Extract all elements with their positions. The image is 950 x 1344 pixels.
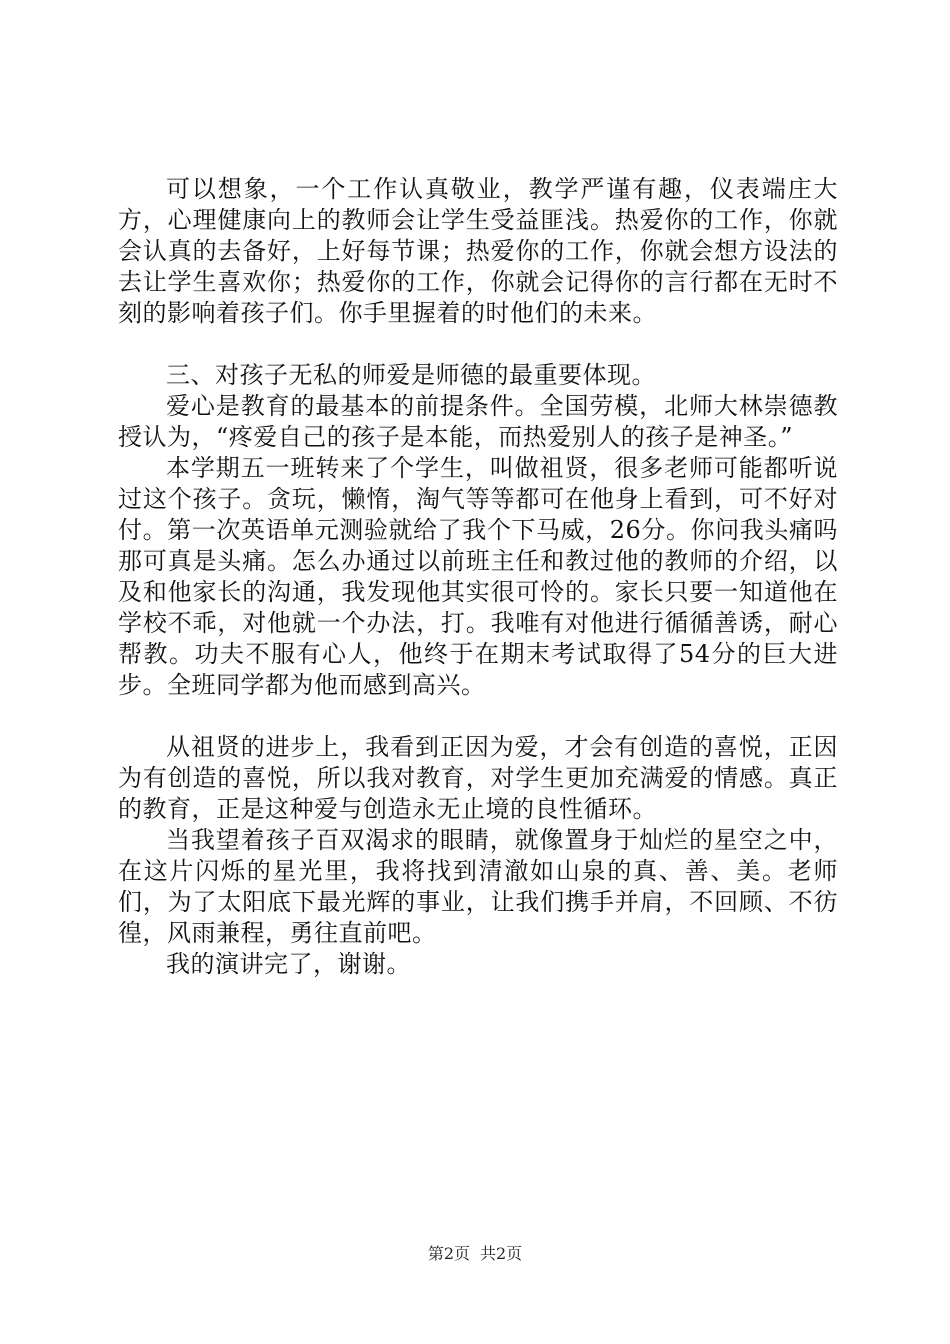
paragraph-1: 可以想象，一个工作认真敬业，教学严谨有趣，仪表端庄大方，心理健康向上的教师会让学生受益匪浅。热爱你的工作，你就会认真的去备好，上好每节课；热爱你的工作，你就会想方设法的去让学生喜欢你；热爱你的工作，你就会记得你的言行都在无时不刻的影响着孩子们。你手里握着的时他们的未来。: [118, 175, 838, 327]
closing-line: 我的演讲完了，谢谢。: [166, 950, 411, 978]
document-body: [118, 174, 838, 980]
page-number-current: 第2页: [427, 1244, 470, 1263]
page-number-total: 共2页: [480, 1244, 523, 1263]
paragraph-4: 从祖贤的进步上，我看到正因为爱，才会有创造的喜悦，正因为有创造的喜悦，所以我对教育，对学生更加充满爱的情感。真正的教育，正是这种爱与创造永无止境的良性循环。: [118, 733, 838, 823]
page-footer: [0, 1243, 950, 1265]
paragraph-3: 本学期五一班转来了个学生，叫做祖贤，很多老师可能都听说过这个孩子。贪玩，懒惰，淘气等等都可在他身上看到，可不好对付。第一次英语单元测验就给了我个下马威，26分。你问我头痛吗那可真是头痛。怎么办通过以前班主任和教过他的教师的介绍，以及和他家长的沟通，我发现他其实很可怜的。家长只要一知道他在学校不乖，对他就一个办法，打。我唯有对他进行循循善诱，耐心帮教。功夫不服有心人，他终于在期末考试取得了54分的巨大进步。全班同学都为他而感到高兴。: [118, 454, 838, 699]
paragraph-2: 爱心是教育的最基本的前提条件。全国劳模，北师大林崇德教授认为，“疼爱自己的孩子是本能，而热爱别人的孩子是神圣。”: [118, 392, 838, 451]
section-heading-3: 三、对孩子无私的师爱是师德的最重要体现。: [166, 361, 656, 389]
paragraph-5: 当我望着孩子百双渴求的眼睛，就像置身于灿烂的星空之中，在这片闪烁的星光里，我将找到清澈如山泉的真、善、美。老师们，为了太阳底下最光辉的事业，让我们携手并肩，不回顾、不彷徨，风雨兼程，勇往直前吧。: [118, 826, 838, 947]
